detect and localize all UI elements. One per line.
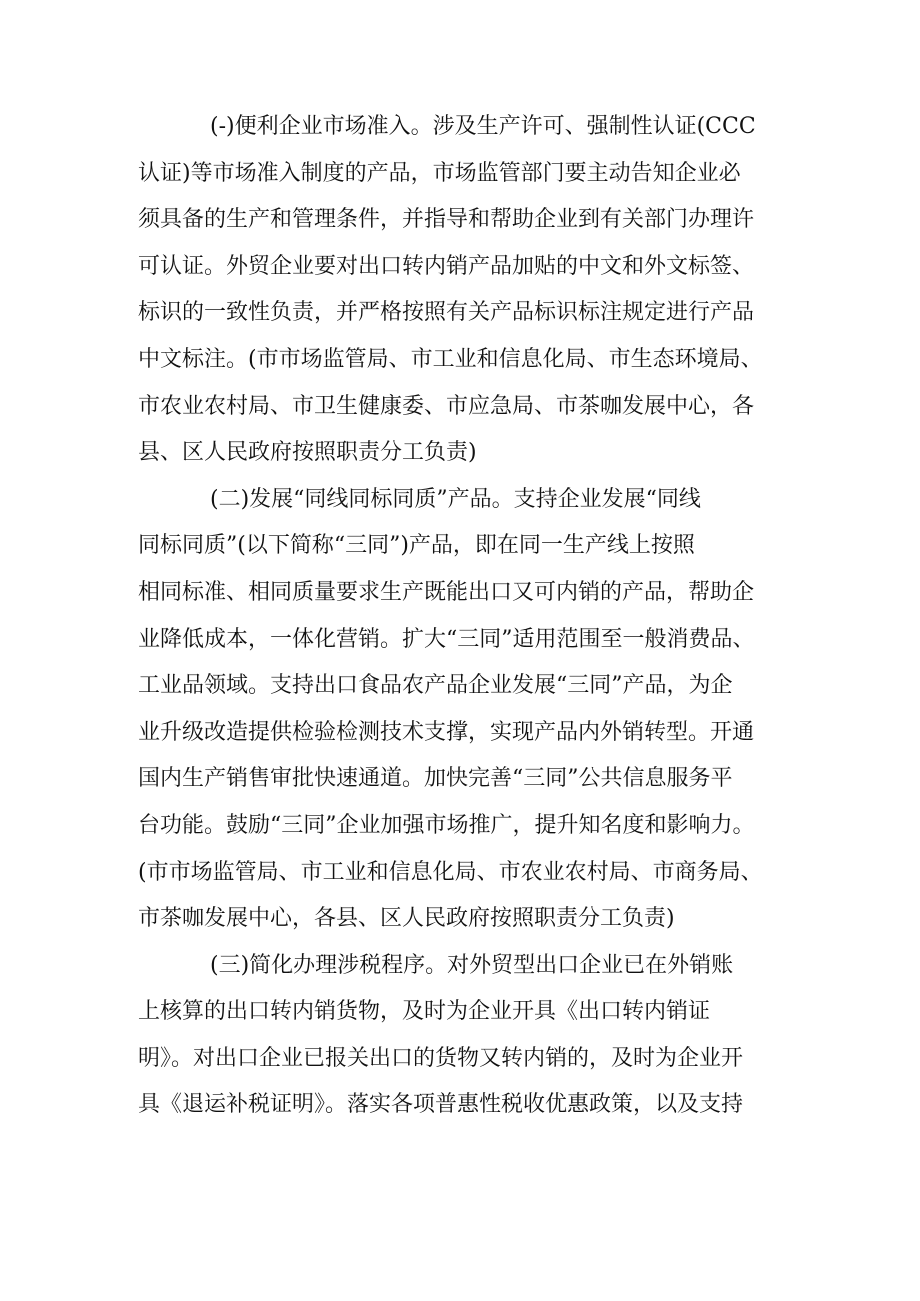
text-line: (市市场监管局、市工业和信息化局、市农业农村局、市商务局、 [138,859,763,885]
text-line: 县、区人民政府按照职责分工负责) [138,440,477,466]
text-line: (二)发展“同线同标同质”产品。支持企业发展“同线 [210,486,701,512]
text-line: 认证)等市场准入制度的产品，市场监管部门要主动告知企业必 [138,160,741,186]
text-line: 业升级改造提供检验检测技术支撑，实现产品内外销转型。开通 [138,719,755,745]
text-line: 须具备的生产和管理条件，并指导和帮助企业到有关部门办理许 [138,207,755,233]
text-line: (-)便利企业市场准入。涉及生产许可、强制性认证(CCC [210,114,756,139]
paragraph-1 [138,104,798,477]
text-line: 相同标准、相同质量要求生产既能出口又可内销的产品，帮助企 [138,579,755,605]
text-line: 工业品领域。支持出口食品农产品企业发展“三同”产品，为企 [138,673,733,699]
document-page [138,104,798,1129]
text-line: 具《退运补税证明》。落实各项普惠性税收优惠政策，以及支持 [138,1092,744,1118]
text-line: 业降低成本，一体化营销。扩大“三同”适用范围至一般消费品、 [138,626,755,652]
text-line: 市茶咖发展中心，各县、区人民政府按照职责分工负责) [138,906,675,932]
text-line: 中文标注。(市市场监管局、市工业和信息化局、市生态环境局、 [138,346,763,372]
text-line: 台功能。鼓励“三同”企业加强市场推广，提升知名度和影响力。 [138,812,755,838]
text-line: 标识的一致性负责，并严格按照有关产品标识标注规定进行产品 [138,300,755,326]
text-line: 市农业农村局、市卫生健康委、市应急局、市茶咖发展中心，各 [138,393,755,419]
paragraph-2 [138,477,798,943]
text-line: 明》。对出口企业已报关出口的货物又转内销的，及时为企业开 [138,1045,744,1071]
text-line: 同标同质”(以下简称“三同”)产品，即在同一生产线上按照 [138,533,695,559]
paragraph-3 [138,943,798,1129]
text-line: 国内生产销售审批快速通道。加快完善“三同”公共信息服务平 [138,766,733,792]
text-line: 可认证。外贸企业要对出口转内销产品加贴的中文和外文标签、 [138,253,755,279]
text-line: (三)简化办理涉税程序。对外贸型出口企业已在外销账 [210,952,734,978]
text-line: 上核算的出口转内销货物，及时为企业开具《出口转内销证 [138,999,711,1025]
